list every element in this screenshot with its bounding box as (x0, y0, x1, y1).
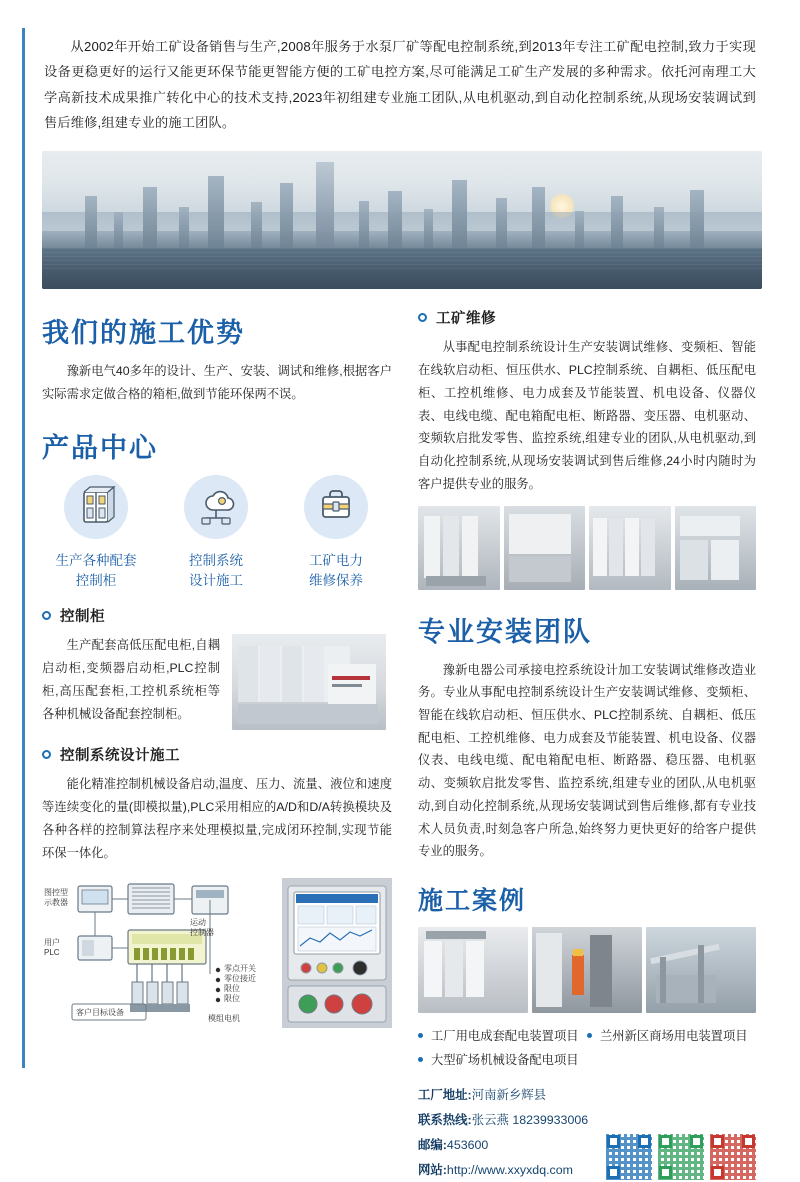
switchgear-photo-4 (675, 506, 757, 590)
hero-building (575, 211, 584, 248)
product-label-line1: 工矿电力 (309, 552, 363, 568)
qr-finder (607, 1166, 620, 1179)
hero-building (85, 196, 97, 248)
bullet-square-icon (418, 1057, 423, 1062)
case-photo-strip (418, 927, 756, 1013)
system-section-title: 控制系统设计施工 (60, 748, 180, 765)
right-column (418, 307, 756, 1182)
hero-building (280, 183, 293, 248)
hero-building (388, 191, 402, 248)
cabinet-row (42, 634, 392, 730)
case-item-label: 工厂用电成套配电装置项目 (431, 1029, 579, 1044)
cases-title: 施工案例 (418, 888, 527, 916)
diagram-label-user-plc: 用户 PLC (44, 938, 60, 958)
hero-building (316, 162, 334, 248)
switchgear-photo-1 (418, 506, 500, 590)
qr-finder (607, 1135, 620, 1148)
team-title: 专业安装团队 (418, 616, 592, 647)
case-item (418, 1047, 587, 1071)
case-list (418, 1023, 756, 1071)
case-item-label: 兰州新区商场用电装置项目 (600, 1029, 748, 1044)
product-item-system[interactable] (164, 475, 268, 592)
left-blue-rule (22, 28, 25, 1068)
cabinet-section-title: 控制柜 (60, 609, 105, 626)
hmi-panel-photo (282, 878, 392, 1028)
contact-site-row (418, 1158, 588, 1182)
product-label (44, 551, 148, 592)
product-label (164, 551, 268, 592)
qr-code-blue[interactable] (606, 1134, 652, 1180)
contact-hotline-value: 张云燕 18239933006 (471, 1112, 589, 1127)
repair-text: 从事配电控制系统设计生产安装调试维修、变频柜、智能在线软启动柜、恒压供水、PLC控制系统、自耦柜、低压配电柜、工控机维修、电力成套及节能装置、机电设备、仪器仪表、电线电缆、配电箱配电柜、断路器、变压器、电机驱动、变频软启批发零售、监控系统,组建专业的团队,从电机驱动,到自动化控制系统,从现场安装调试到售后维修,24小时内随时为客户提供专业的服务。 (418, 340, 756, 491)
case-list-row (418, 1023, 756, 1047)
case-photo-cabinets (418, 927, 528, 1013)
bullet-dot-icon (42, 611, 51, 620)
system-text: 能化精准控制机械设备启动,温度、压力、流量、液位和速度等连续变化的量(即模拟量),PLC采用相应的A/D和D/A转换模块及各种各样的控制算法程序来处理模拟量,完成闭环控制,实现节能环保一体化。 (42, 777, 392, 860)
contact-zip-row (418, 1133, 588, 1158)
product-center-title: 产品中心 (42, 432, 158, 463)
case-photo-plant (646, 927, 756, 1013)
switchgear-photo-3 (589, 506, 671, 590)
repair-photo-strip (418, 506, 756, 590)
hero-building (611, 196, 623, 248)
qr-code-red[interactable] (710, 1134, 756, 1180)
hero-building (359, 201, 369, 248)
qr-code-green[interactable] (658, 1134, 704, 1180)
hero-building (179, 207, 189, 248)
system-section-header (42, 744, 392, 765)
hero-building (143, 187, 157, 248)
contact-details (418, 1083, 588, 1182)
cloud-control-icon (184, 475, 248, 539)
product-label-line1: 生产各种配套 (55, 552, 137, 568)
team-text: 豫新电器公司承接电控系统设计加工安装调试维修改造业务。专业从事配电控制系统设计生产安装调试维修、变频柜、智能在线软启动柜、恒压供水、PLC控制系统、自耦柜、低压配电柜、工控机维修、电力成套及节能装置、机电设备、仪器仪表、电线电缆、配电箱配电柜、断路器、稳压器、电机驱动、变频软启批发零售、监控系统,组建专业的团队,从电机驱动,到自动化控制系统,从现场安装调试到售后维修,都有专业技术人员负责,时刻急客户所急,始终努力更快更好的给客户提供专业的服务。 (418, 662, 756, 859)
qr-code-row (606, 1134, 756, 1182)
hero-building (496, 198, 507, 248)
qr-finder (659, 1166, 672, 1179)
product-item-maintenance[interactable] (284, 475, 388, 592)
hero-building (251, 202, 262, 248)
bullet-square-icon (587, 1033, 592, 1038)
contact-block (418, 1071, 756, 1182)
bullet-square-icon (418, 1033, 423, 1038)
qr-finder (638, 1135, 651, 1148)
contact-address-value: 河南新乡辉县 (471, 1088, 547, 1103)
diagram-label-module-motor: 模组电机 (208, 1014, 240, 1024)
content-columns (42, 307, 762, 1182)
hero-building (424, 209, 433, 248)
hero-building (114, 212, 123, 248)
qr-finder (711, 1166, 724, 1179)
case-item-label: 大型矿场机械设备配电项目 (431, 1053, 579, 1068)
hero-water (42, 248, 762, 289)
repair-section-title: 工矿维修 (436, 311, 496, 328)
contact-zip-label: 邮编: (418, 1137, 447, 1152)
product-label (284, 551, 388, 592)
qr-finder (711, 1135, 724, 1148)
product-label-line2: 控制柜 (75, 573, 117, 589)
product-label-line1: 控制系统 (189, 552, 243, 568)
diagram-label-limit-2: 限位 (224, 994, 240, 1004)
hero-building (452, 180, 467, 248)
switchgear-photo-2 (504, 506, 586, 590)
contact-site-value[interactable]: http://www.xxyxdq.com (446, 1162, 573, 1177)
hero-building (690, 190, 704, 248)
hero-building (208, 176, 224, 248)
advantage-title: 我们的施工优势 (42, 318, 245, 349)
bullet-dot-icon (42, 750, 51, 759)
toolbox-icon (304, 475, 368, 539)
cabinet-section-header (42, 605, 392, 626)
advantage-text: 豫新电气40多年的设计、生产、安装、调试和维修,根据客户实际需求定做合格的箱柜,做到节能环保两不误。 (42, 364, 392, 402)
cabinet-icon (64, 475, 128, 539)
cabinet-text: 生产配套高低压配电柜,自耦启动柜,变频器启动柜,PLC控制柜,高压配套柜,工控机系统柜等各种机械设备配套控制柜。 (42, 638, 220, 721)
product-item-cabinet[interactable] (44, 475, 148, 592)
left-column (42, 307, 392, 1182)
control-cabinet-photo (232, 634, 386, 730)
contact-address-label: 工厂地址: (418, 1088, 472, 1103)
contact-hotline-row (418, 1108, 588, 1133)
diagram-label-motion-controller: 运动 控制器 (190, 918, 214, 938)
contact-zip-value: 453600 (446, 1137, 489, 1152)
case-item (418, 1023, 587, 1047)
product-label-line2: 设计施工 (189, 573, 243, 589)
case-list-row (418, 1047, 756, 1071)
diagram-label-zero-proximity: 零位接近 (224, 974, 256, 984)
contact-address-row (418, 1083, 588, 1108)
contact-hotline-label: 联系热线: (418, 1112, 472, 1127)
hero-building (532, 187, 545, 248)
intro-paragraph: 从2002年开始工矿设备销售与生产,2008年服务于水泵厂矿等配电控制系统,到2013年专注工矿配电控制,致力于实现设备更稳更好的运行又能更环保节能更智能方便的工矿电控方案,尽可能满足工矿生产发展的多种需求。依托河南理工大学高新技术成果推广转化中心的技术支持,2023年初组建专业施工团队,从电机驱动,到自动化控制系统,从现场安装调试到售后维修,组建专业的施工团队。 (44, 39, 756, 131)
diagram-label-limit-1: 限位 (224, 984, 240, 994)
case-photo-worker (532, 927, 642, 1013)
bullet-dot-icon (418, 313, 427, 322)
qr-finder (690, 1135, 703, 1148)
product-label-line2: 维修保养 (309, 573, 363, 589)
qr-finder (659, 1135, 672, 1148)
diagram-schematic (42, 878, 276, 1028)
case-item-spacer (587, 1047, 756, 1071)
case-item (587, 1023, 756, 1047)
diagram-label-target-device: 客户目标设备 (76, 1008, 124, 1018)
contact-site-label: 网站: (418, 1162, 447, 1177)
hero-building (654, 207, 664, 248)
diagram-label-teach-pendant: 图控型 示教器 (44, 888, 68, 908)
city-skyline-photo (42, 151, 762, 289)
product-icon-row (44, 475, 388, 592)
plc-control-diagram (42, 878, 392, 1028)
repair-section-header (418, 307, 756, 328)
diagram-label-zero-switch: 零点开关 (224, 964, 256, 974)
qr-finder (742, 1135, 755, 1148)
